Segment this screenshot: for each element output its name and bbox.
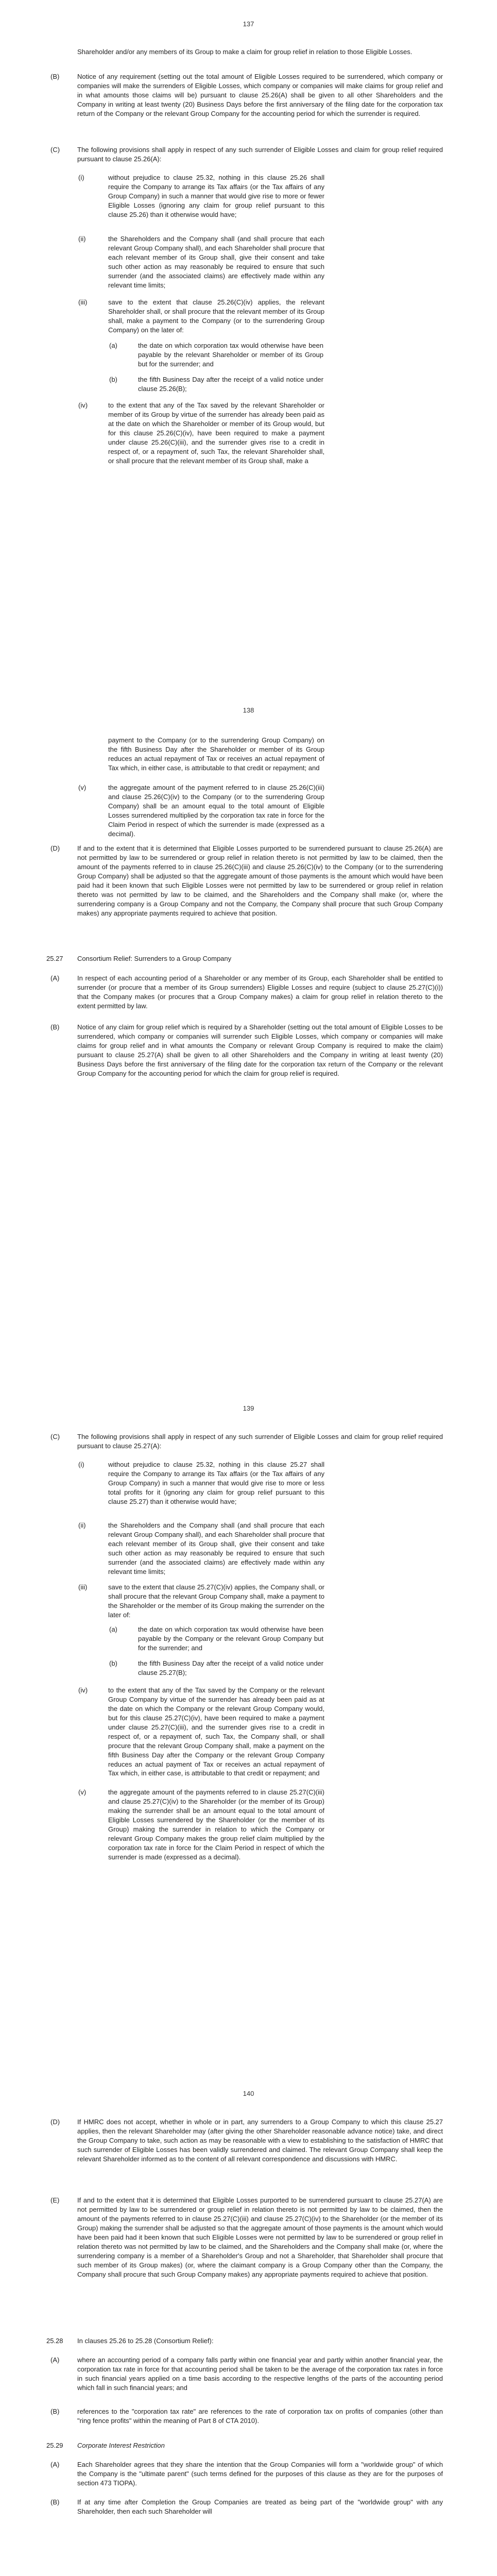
sub-sub-clause-label: (a) bbox=[109, 1625, 117, 1633]
page-number: 137 bbox=[243, 20, 254, 28]
clause-label: (B) bbox=[50, 1023, 60, 1031]
paragraph: payment to the Company (or to the surrendering Group Company) on the fifth Business Day after the Shareholder or member of its Group reduces an actual repayment of Tax or receives an actual repayment of Tax which, in either case, is attributable to that credit or repayment; and bbox=[108, 736, 324, 772]
clause-label: (D) bbox=[50, 844, 60, 852]
sub-sub-clause-text: the fifth Business Day after the receipt of a valid notice under clause 25.27(B); bbox=[138, 1659, 323, 1676]
clause-label: (A) bbox=[50, 2461, 60, 2468]
sub-clause-text: save to the extent that clause 25.27(C)(iv) applies, the Company shall, or shall procure that the relevant Group Company shall, make a payment to the Shareholder or the member of its Group making the surrender on the later of: bbox=[108, 1583, 324, 1619]
clause-label: (C) bbox=[50, 146, 60, 154]
sub-clause-label: (iii) bbox=[78, 298, 88, 306]
paragraph: Shareholder and/or any members of its Group to make a claim for group relief in relation to those Eligible Losses. bbox=[77, 48, 413, 56]
clause-text: Each Shareholder agrees that they share the intention that the Group Companies will form a "worldwide group" of which the Company is the "ultimate parent" (such terms defined for the purposes of this clause as they are for the purposes of section 473 TIOPA). bbox=[77, 2461, 443, 2487]
page-number: 140 bbox=[243, 2090, 254, 2097]
clause-text: The following provisions shall apply in respect of any such surrender of Eligible Losses and claim for group relief required pursuant to clause 25.26(A): bbox=[77, 146, 443, 163]
clause-text: The following provisions shall apply in respect of any such surrender of Eligible Losses and claim for group relief required pursuant to clause 25.27(A): bbox=[77, 1433, 443, 1450]
sub-clause-label: (ii) bbox=[78, 235, 86, 243]
clause-text: where an accounting period of a company falls partly within one financial year and partly within another financial year, the corporation tax rate in force for that accounting period shall be taken to be the average of the corporation tax rates in force in such financial years applied on a time basis according to the respective lengths of the parts of the accounting period which fall in such financial years; and bbox=[77, 2356, 443, 2392]
section-title: Consortium Relief: Surrenders to a Group Company bbox=[77, 955, 232, 962]
sub-clause-label: (iv) bbox=[78, 401, 88, 409]
clause-label: (C) bbox=[50, 1433, 60, 1440]
clause-label: (B) bbox=[50, 2408, 60, 2415]
sub-clause-text: to the extent that any of the Tax saved by the Company or the relevant Group Company by virtue of the surrender has already been paid as at the date on which the Company or the relevant Group Company would, but for this clause 25.27(C)(iv), have been required to make a payment under clause 25.27(C)(iii), and the surrender gives rise to a credit in respect of, or a repayment of, such Tax, the Company shall, or shall procure that the relevant Group Company shall, make a payment on the fifth Business Day after the Company or the relevant Group Company reduces an actual payment of Tax or receives an actual repayment of Tax which, in either case, is attributable to that credit or repayment; and bbox=[108, 1686, 324, 1777]
clause-text: If and to the extent that it is determined that Eligible Losses purported to be surrendered pursuant to clause 25.26(A) are not permitted by law to be surrendered or group relief in relation thereto is not permitted by law to be claimed, then the amount of the payments referred to in clause 25.26(C)(iii) and clause 25.26(C)(iv) to the Company (or to the surrendering Group Company) shall be adjusted so that the aggregate amount of those payments is the amount which would have been paid had it been known that such Eligible Losses were not permitted by law to be surrendered or group relief in relation thereto was not permitted by law to be claimed, and the Shareholders and the Company shall make (or, where the surrendering company is a Group Company and not the Company, the Company shall procure that such Group Company makes) any appropriate payments required to achieve that position. bbox=[77, 844, 443, 917]
sub-clause-label: (v) bbox=[78, 1788, 87, 1796]
sub-clause-text: the Shareholders and the Company shall (and shall procure that each relevant Group Company shall), and each Shareholder shall procure that each relevant member of its Group shall, give their consent and take such other action as may reasonably be required to ensure that such surrender (and the associated claims) are effectively made within any relevant time limits; bbox=[108, 1521, 324, 1575]
sub-sub-clause-text: the date on which corporation tax would otherwise have been payable by the relevant Shareholder or member of its Group but for the surrender; and bbox=[138, 342, 323, 368]
sub-clause-text: the aggregate amount of the payment referred to in clause 25.26(C)(iii) and clause 25.26(C)(iv) to the Company (or to the surrendering Group Company) shall be an amount equal to the total amount of Eligible Losses surrendered multiplied by the corporation tax rate in force for the Claim Period in respect of which the surrender is made (expressed as a decimal). bbox=[108, 784, 324, 838]
page-number: 139 bbox=[243, 1404, 254, 1412]
sub-clause-label: (v) bbox=[78, 784, 87, 791]
clause-text: Notice of any requirement (setting out the total amount of Eligible Losses required to be surrendered, which company or companies will make the surrenders of Eligible Losses, which company or companies will make claims for group relief and in what amounts those claims will be) pursuant to clause 25.26(A) shall be given to all other Shareholders and the Company in writing at least twenty (20) Business Days before the first anniversary of the filing date for the corporation tax return of the Company or the relevant Group Company for the accounting period for which the surrender is required. bbox=[77, 73, 443, 117]
clause-text: references to the "corporation tax rate" are references to the rate of corporation tax on profits of companies (other than "ring fence profits" within the meaning of Part 8 of CTA 2010). bbox=[77, 2408, 443, 2425]
clause-text: If and to the extent that it is determined that Eligible Losses purported to be surrendered pursuant to clause 25.27(A) are not permitted by law to be surrendered or group relief in relation thereto is not permitted by law to be claimed, then the amount of the payments referred to in clause 25.27(C)(iii) and clause 25.27(C)(iv) to the Shareholder (or the member of its Group) making the surrender shall be adjusted so that the aggregate amount of those payments is the amount which would have been paid had it been known that such Eligible Losses were not permitted by law to be surrendered or group relief in relation thereto was not permitted by law to be claimed, and the Shareholders and the Company shall make (or, where the surrendering company is a member of a Shareholder's Group and not a Shareholder, that Shareholder shall procure that such member of its Group makes) (or, where the claimant company is a Group Company other than the Company, the Company shall procure that such Group Company makes) any appropriate payments required to achieve that position. bbox=[77, 2196, 443, 2278]
section-title: In clauses 25.26 to 25.28 (Consortium Relief): bbox=[77, 2337, 214, 2345]
sub-clause-label: (i) bbox=[78, 174, 84, 181]
sub-clause-text: without prejudice to clause 25.32, nothing in this clause 25.27 shall require the Company to arrange its Tax affairs (or the Tax affairs of any Group Company) in such a manner that would give rise to more or less total profits for it (ignoring any claim for group relief pursuant to this clause 25.27) than it otherwise would have; bbox=[108, 1461, 324, 1505]
clause-text: If HMRC does not accept, whether in whole or in part, any surrenders to a Group Company to which this clause 25.27 applies, then the relevant Shareholder may (after giving the other Shareholder reasonable advance notice) take, and direct the Group Company to take, such action as may be reasonable with a view to establishing to the satisfaction of HMRC that such surrender of Eligible Losses has been validly surrendered and claimed. The relevant Group Company shall keep the relevant Shareholder informed as to the content of all relevant correspondence and discussions with HMRC. bbox=[77, 2118, 443, 2163]
section-number: 25.27 bbox=[46, 955, 63, 962]
section-number: 25.29 bbox=[46, 2442, 63, 2449]
clause-label: (A) bbox=[50, 2356, 60, 2364]
sub-clause-label: (iii) bbox=[78, 1583, 88, 1591]
sub-clause-label: (iv) bbox=[78, 1686, 88, 1694]
section-number: 25.28 bbox=[46, 2337, 63, 2345]
sub-clause-label: (ii) bbox=[78, 1521, 86, 1529]
clause-label: (B) bbox=[50, 2498, 60, 2506]
page-number: 138 bbox=[243, 706, 254, 714]
clause-label: (D) bbox=[50, 2118, 60, 2126]
sub-clause-text: the aggregate amount of the payments referred to in clause 25.27(C)(iii) and clause 25.27(C)(iv) to the Shareholder (or the member of its Group) making the surrender shall be an amount equal to the total amount of Eligible Losses surrendered by the Shareholder (or the member of its Group) making the surrender in relation to which the Company or relevant Group Company makes the group relief claim multiplied by the corporation tax rate in force for the Claim Period in respect of which the surrender is made (expressed as a decimal). bbox=[108, 1788, 324, 1861]
sub-clause-text: without prejudice to clause 25.32, nothing in this clause 25.26 shall require the Company to arrange its Tax affairs (or the Tax affairs of any Group Company) in such a manner that would give rise to more or fewer Eligible Losses (ignoring any claim for group relief pursuant to this clause 25.26) than it otherwise would have; bbox=[108, 174, 324, 218]
clause-text: If at any time after Completion the Group Companies are treated as being part of the "worldwide group" with any Shareholder, then each such Shareholder will bbox=[77, 2498, 443, 2515]
sub-clause-text: save to the extent that clause 25.26(C)(iv) applies, the relevant Shareholder shall, or shall procure that the relevant member of its Group shall, make a payment to the Company (or to the surrendering Group Company) on the later of: bbox=[108, 298, 324, 334]
clause-label: (B) bbox=[50, 73, 60, 80]
sub-sub-clause-label: (b) bbox=[109, 1659, 117, 1667]
sub-sub-clause-text: the date on which corporation tax would otherwise have been payable by the Company or the relevant Group Company but for the surrender; and bbox=[138, 1625, 323, 1652]
clause-text: Notice of any claim for group relief which is required by a Shareholder (setting out the total amount of Eligible Losses to be surrendered, which company or companies will surrender such Eligible Losses, which company or companies will make claims for group relief and in what amounts the Company or relevant Group Company is required to make the claim) pursuant to clause 25.27(A) shall be given to all other Shareholders and the Company in writing at least twenty (20) Business Days before the first anniversary of the filing date for the corporation tax return of the Company or the relevant Group Company for the accounting period for which the claim for group relief is required. bbox=[77, 1023, 443, 1077]
sub-clause-text: the Shareholders and the Company shall (and shall procure that each relevant Group Company shall), and each Shareholder shall procure that each relevant member of its Group shall, give their consent and take such other action as may reasonably be required to ensure that such surrender (and the associated claims) are effectively made within any relevant time limits; bbox=[108, 235, 324, 289]
section-title: Corporate Interest Restriction bbox=[77, 2442, 165, 2449]
clause-label: (A) bbox=[50, 974, 60, 982]
sub-clause-text: to the extent that any of the Tax saved by the relevant Shareholder or member of its Group by virtue of the surrender has already been paid as at the date on which the Shareholder or member of its Group would, but for this clause 25.26(C)(iv), have been required to make a payment under clause 25.26(C)(iii), and the surrender gives rise to a credit in respect of, or a repayment of, such Tax, the relevant Shareholder shall, or shall procure that the relevant member of its Group shall, make a bbox=[108, 401, 324, 465]
sub-sub-clause-label: (a) bbox=[109, 342, 117, 349]
sub-sub-clause-label: (b) bbox=[109, 376, 117, 383]
clause-text: In respect of each accounting period of a Shareholder or any member of its Group, each Shareholder shall be entitled to surrender (or procure that a member of its Group surrenders) Eligible Losses and require (subject to clause 25.27(C)(i)) that the Company makes (or procures that a Group Company makes) a claim for group relief in relation thereto to the extent permitted by law. bbox=[77, 974, 443, 1010]
sub-clause-label: (i) bbox=[78, 1461, 84, 1468]
clause-label: (E) bbox=[50, 2196, 60, 2204]
sub-sub-clause-text: the fifth Business Day after the receipt of a valid notice under clause 25.26(B); bbox=[138, 376, 323, 393]
